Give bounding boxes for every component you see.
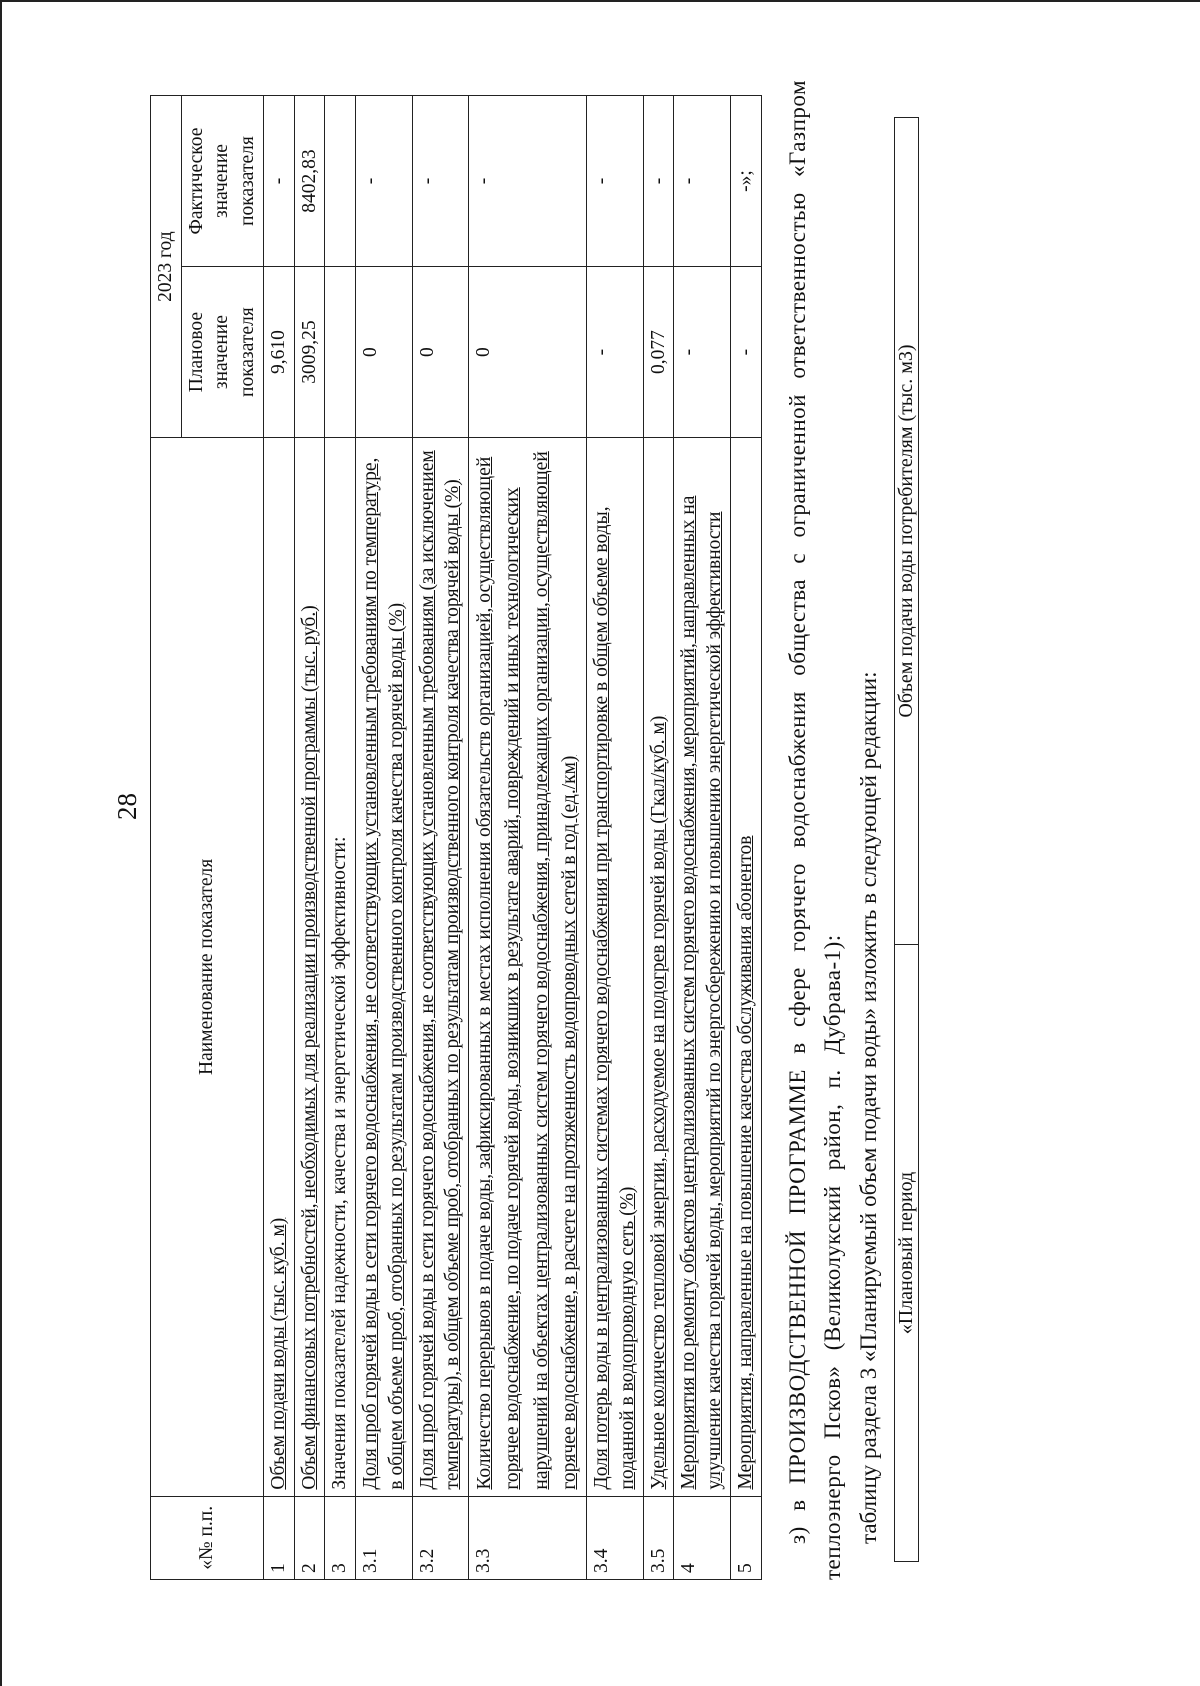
water-volume-header: Объем подачи воды потребителям (тыс. м3) [895, 118, 919, 945]
row-num: 3.1 [356, 1496, 412, 1579]
row-name: Доля проб горячей воды в сети горячего водоснабжения, не соответствующих установленным требованиям (за исключением температуры), в общем объеме проб, отобранных по результатам производственного контроля качества горячей воды (%) [412, 438, 468, 1496]
table-row [412, 96, 468, 1580]
header-year: 2023 год [151, 96, 182, 438]
row-plan: 3009,25 [294, 267, 325, 438]
row-fact: 8402,83 [294, 96, 325, 267]
header-plan: Плановое значение показателя [181, 267, 263, 438]
row-name: Удельное количество тепловой энергии, расходуемое на подогрев горячей воды (Гкал/куб. м) [643, 438, 674, 1496]
row-plan: 0 [356, 267, 412, 438]
row-plan: 0 [469, 267, 587, 438]
row-num: 3.3 [469, 1496, 587, 1579]
page-number: 28 [112, 793, 142, 820]
amendment-instruction: таблицу раздела 3 «Планируемый объем подачи воды» изложить в следующей редакции: [855, 671, 881, 1544]
planned-period-header: «Плановый период [895, 945, 919, 1562]
row-fact: - [412, 96, 468, 267]
indicators-table [150, 95, 762, 1580]
row-fact: - [643, 96, 674, 267]
header-num: «№ п.п. [151, 1496, 264, 1579]
table-row [730, 96, 761, 1580]
row-plan: 0 [412, 267, 468, 438]
row-num: 3 [325, 1496, 356, 1579]
header-name: Наименование показателя [151, 438, 264, 1496]
header-fact: Фактическое значение показателя [181, 96, 263, 267]
row-name: Доля потерь воды в централизованных системах горячего водоснабжения при транспортировке в общем объеме воды, поданной в водопроводную сеть (%) [587, 438, 643, 1496]
row-plan [325, 267, 356, 438]
table-row [587, 96, 643, 1580]
row-fact: - [587, 96, 643, 267]
row-num: 4 [674, 1496, 730, 1579]
table-row [643, 96, 674, 1580]
row-fact: - [263, 96, 294, 267]
row-name: Мероприятия, направленные на повышение качества обслуживания абонентов [730, 438, 761, 1496]
table-row [294, 96, 325, 1580]
table-row [325, 96, 356, 1580]
table-row [469, 96, 587, 1580]
row-name: Количество перерывов в подаче воды, зафиксированных в местах исполнения обязательств организацией, осуществляющей горячее водоснабжение, по подаче горячей воды, возникших в результате аварий, повреждений и иных технологических нарушений на объектах централизованных систем горячего водоснабжения, принадлежащих организации, осуществляющей горячее водоснабжение, в расчете на протяженность водопроводных сетей в год (ед./км) [469, 438, 587, 1496]
row-fact: -»; [730, 96, 761, 267]
row-name: Значения показателей надежности, качества и энергетической эффективности: [325, 438, 356, 1496]
row-fact: - [469, 96, 587, 267]
table-row [263, 96, 294, 1580]
row-num: 3.4 [587, 1496, 643, 1579]
row-num: 2 [294, 1496, 325, 1579]
row-fact: - [356, 96, 412, 267]
planned-volume-table [894, 117, 919, 1562]
table-row [674, 96, 730, 1580]
row-num: 3.2 [412, 1496, 468, 1579]
row-name: Доля проб горячей воды в сети горячего водоснабжения, не соответствующих установленным требованиям по температуре, в общем объеме проб, отобранных по результатам производственного контроля качества горячей воды (%) [356, 438, 412, 1496]
row-num: 5 [730, 1496, 761, 1579]
rotated-content [150, 80, 1110, 1580]
row-name: Объем подачи воды (тыс. куб. м) [263, 438, 294, 1496]
row-plan: - [674, 267, 730, 438]
row-num: 1 [263, 1496, 294, 1579]
row-fact [325, 96, 356, 267]
row-fact: - [674, 96, 730, 267]
amendment-paragraph [780, 80, 887, 1580]
row-name: Мероприятия по ремонту объектов централизованных систем горячего водоснабжения, мероприятий, направленных на улучшение качества горячей воды, мероприятий по энергосбережению и повышению энергетической эффективности [674, 438, 730, 1496]
row-name: Объем финансовых потребностей, необходимых для реализации производственной программы (тыс. руб.) [294, 438, 325, 1496]
row-plan: - [587, 267, 643, 438]
table-row [356, 96, 412, 1580]
row-plan: - [730, 267, 761, 438]
row-num: 3.5 [643, 1496, 674, 1579]
amendment-text: з) в ПРОИЗВОДСТВЕННОЙ ПРОГРАММЕ в сфере горячего водоснабжения общества с ограниченной ответственностью «Газпром теплоэнерго Псков» (Великолукский район, п. Дубрава-1): [784, 80, 846, 1580]
row-plan: 0,077 [643, 267, 674, 438]
row-plan: 9,610 [263, 267, 294, 438]
